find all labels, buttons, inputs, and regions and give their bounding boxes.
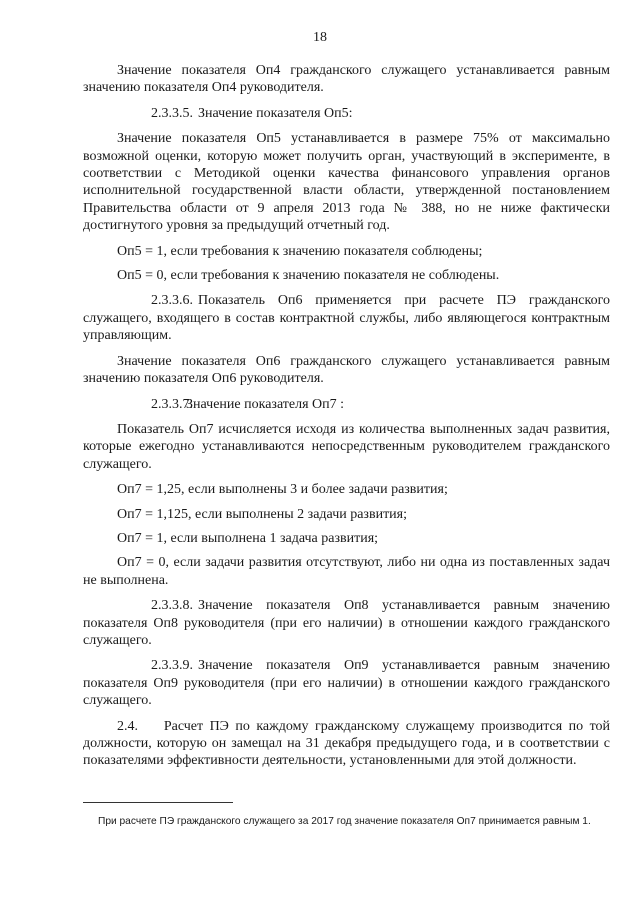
- paragraph-text: Оп7 = 1,125, если выполнены 2 задачи развития;: [117, 506, 408, 522]
- footnote-divider: [83, 802, 233, 803]
- paragraph-op5-equals-1: [83, 243, 610, 260]
- paragraph-text: Показатель Оп7 исчисляется исходя из количества выполненных задач развития, которые ежегодно устанавливаются непосредственным руководителем гражданского служащего.: [83, 421, 610, 472]
- section-number: 2.3.3.7.: [151, 396, 193, 412]
- page-number: 18: [313, 30, 327, 45]
- section-2-3-3-6: [83, 292, 610, 344]
- paragraph-text: Значение показателя Оп5 устанавливается в размере 75% от максимально возможной оценки, которую может получить орган, участвующий в эксперименте, в соответствии с Методикой оценки качества финансового управления органов исполнительной государственной власти области, утвержденной постановлением Правительства области от 9 апреля 2013 года № 388, но не ниже фактически достигнутого уровня за предыдущий отчетный год.: [83, 131, 610, 234]
- section-2-3-3-5: [83, 105, 610, 122]
- paragraph-text: Оп7 = 1, если выполнена 1 задача развития;: [117, 530, 379, 546]
- section-number: 2.4.: [117, 718, 138, 734]
- section-number: 2.3.3.5.: [151, 105, 193, 121]
- paragraph-op5-equals-0: [83, 267, 610, 284]
- section-heading: Значение показателя Оп5:: [198, 105, 353, 121]
- paragraph-text: Значение показателя Оп4 гражданского служащего устанавливается равным значению показателя Оп4 руководителя.: [83, 63, 610, 96]
- section-number: 2.3.3.8.: [151, 598, 193, 614]
- paragraph-op7-equals-1-125: [83, 506, 610, 523]
- paragraph-text: Оп7 = 0, если задачи развития отсутствуют, либо ни одна из поставленных задач не выполнена.: [83, 555, 610, 588]
- paragraph-op4-value: [83, 62, 610, 97]
- paragraph-text: Оп5 = 0, если требования к значению показателя не соблюдены.: [117, 268, 500, 284]
- section-2-3-3-7: [83, 396, 610, 413]
- paragraph-op7-description: [83, 421, 610, 473]
- paragraph-text: Расчет ПЭ по каждому гражданскому служащему производится по той должности, которую он замещал на 31 декабря предыдущего года, и в соответствии с показателями эффективности деятельности, установленными для этой должности.: [83, 718, 610, 769]
- paragraph-text: Значение показателя Оп6 гражданского служащего устанавливается равным значению показателя Оп6 руководителя.: [83, 353, 610, 387]
- paragraph-text: Значение показателя Оп9 устанавливается равным значению показателя Оп9 руководителя (при его наличии) в отношении каждого гражданского служащего.: [83, 658, 610, 709]
- paragraph-op6-value: [83, 353, 610, 388]
- paragraph-op7-equals-1: [83, 530, 610, 547]
- section-2-3-3-9: [83, 657, 610, 709]
- paragraph-text: Оп5 = 1, если требования к значению показателя соблюдены;: [117, 243, 483, 259]
- section-2-3-3-8: [83, 597, 610, 649]
- section-heading: Значение показателя Оп7 :: [186, 396, 345, 412]
- section-number: 2.3.3.6.: [151, 293, 193, 309]
- paragraph-text: Показатель Оп6 применяется при расчете ПЭ гражданского служащего, входящего в состав контрактной службы, либо являющегося контрактным управляющим.: [83, 293, 610, 344]
- paragraph-op7-equals-1-25: [83, 481, 610, 498]
- paragraph-op5-description: [83, 130, 610, 234]
- section-number: 2.3.3.9.: [151, 658, 193, 674]
- paragraph-text: Оп7 = 1,25, если выполнены 3 и более задачи развития;: [117, 482, 448, 498]
- section-2-4: [83, 718, 610, 770]
- document-body: [83, 62, 610, 778]
- paragraph-text: Значение показателя Оп8 устанавливается равным значению показателя Оп8 руководителя (при его наличии) в отношении каждого гражданского служащего.: [83, 598, 610, 648]
- footnote: При расчете ПЭ гражданского служащего за 2017 год значение показателя Оп7 принимается равным 1.: [98, 816, 591, 827]
- paragraph-op7-equals-0: [83, 554, 610, 589]
